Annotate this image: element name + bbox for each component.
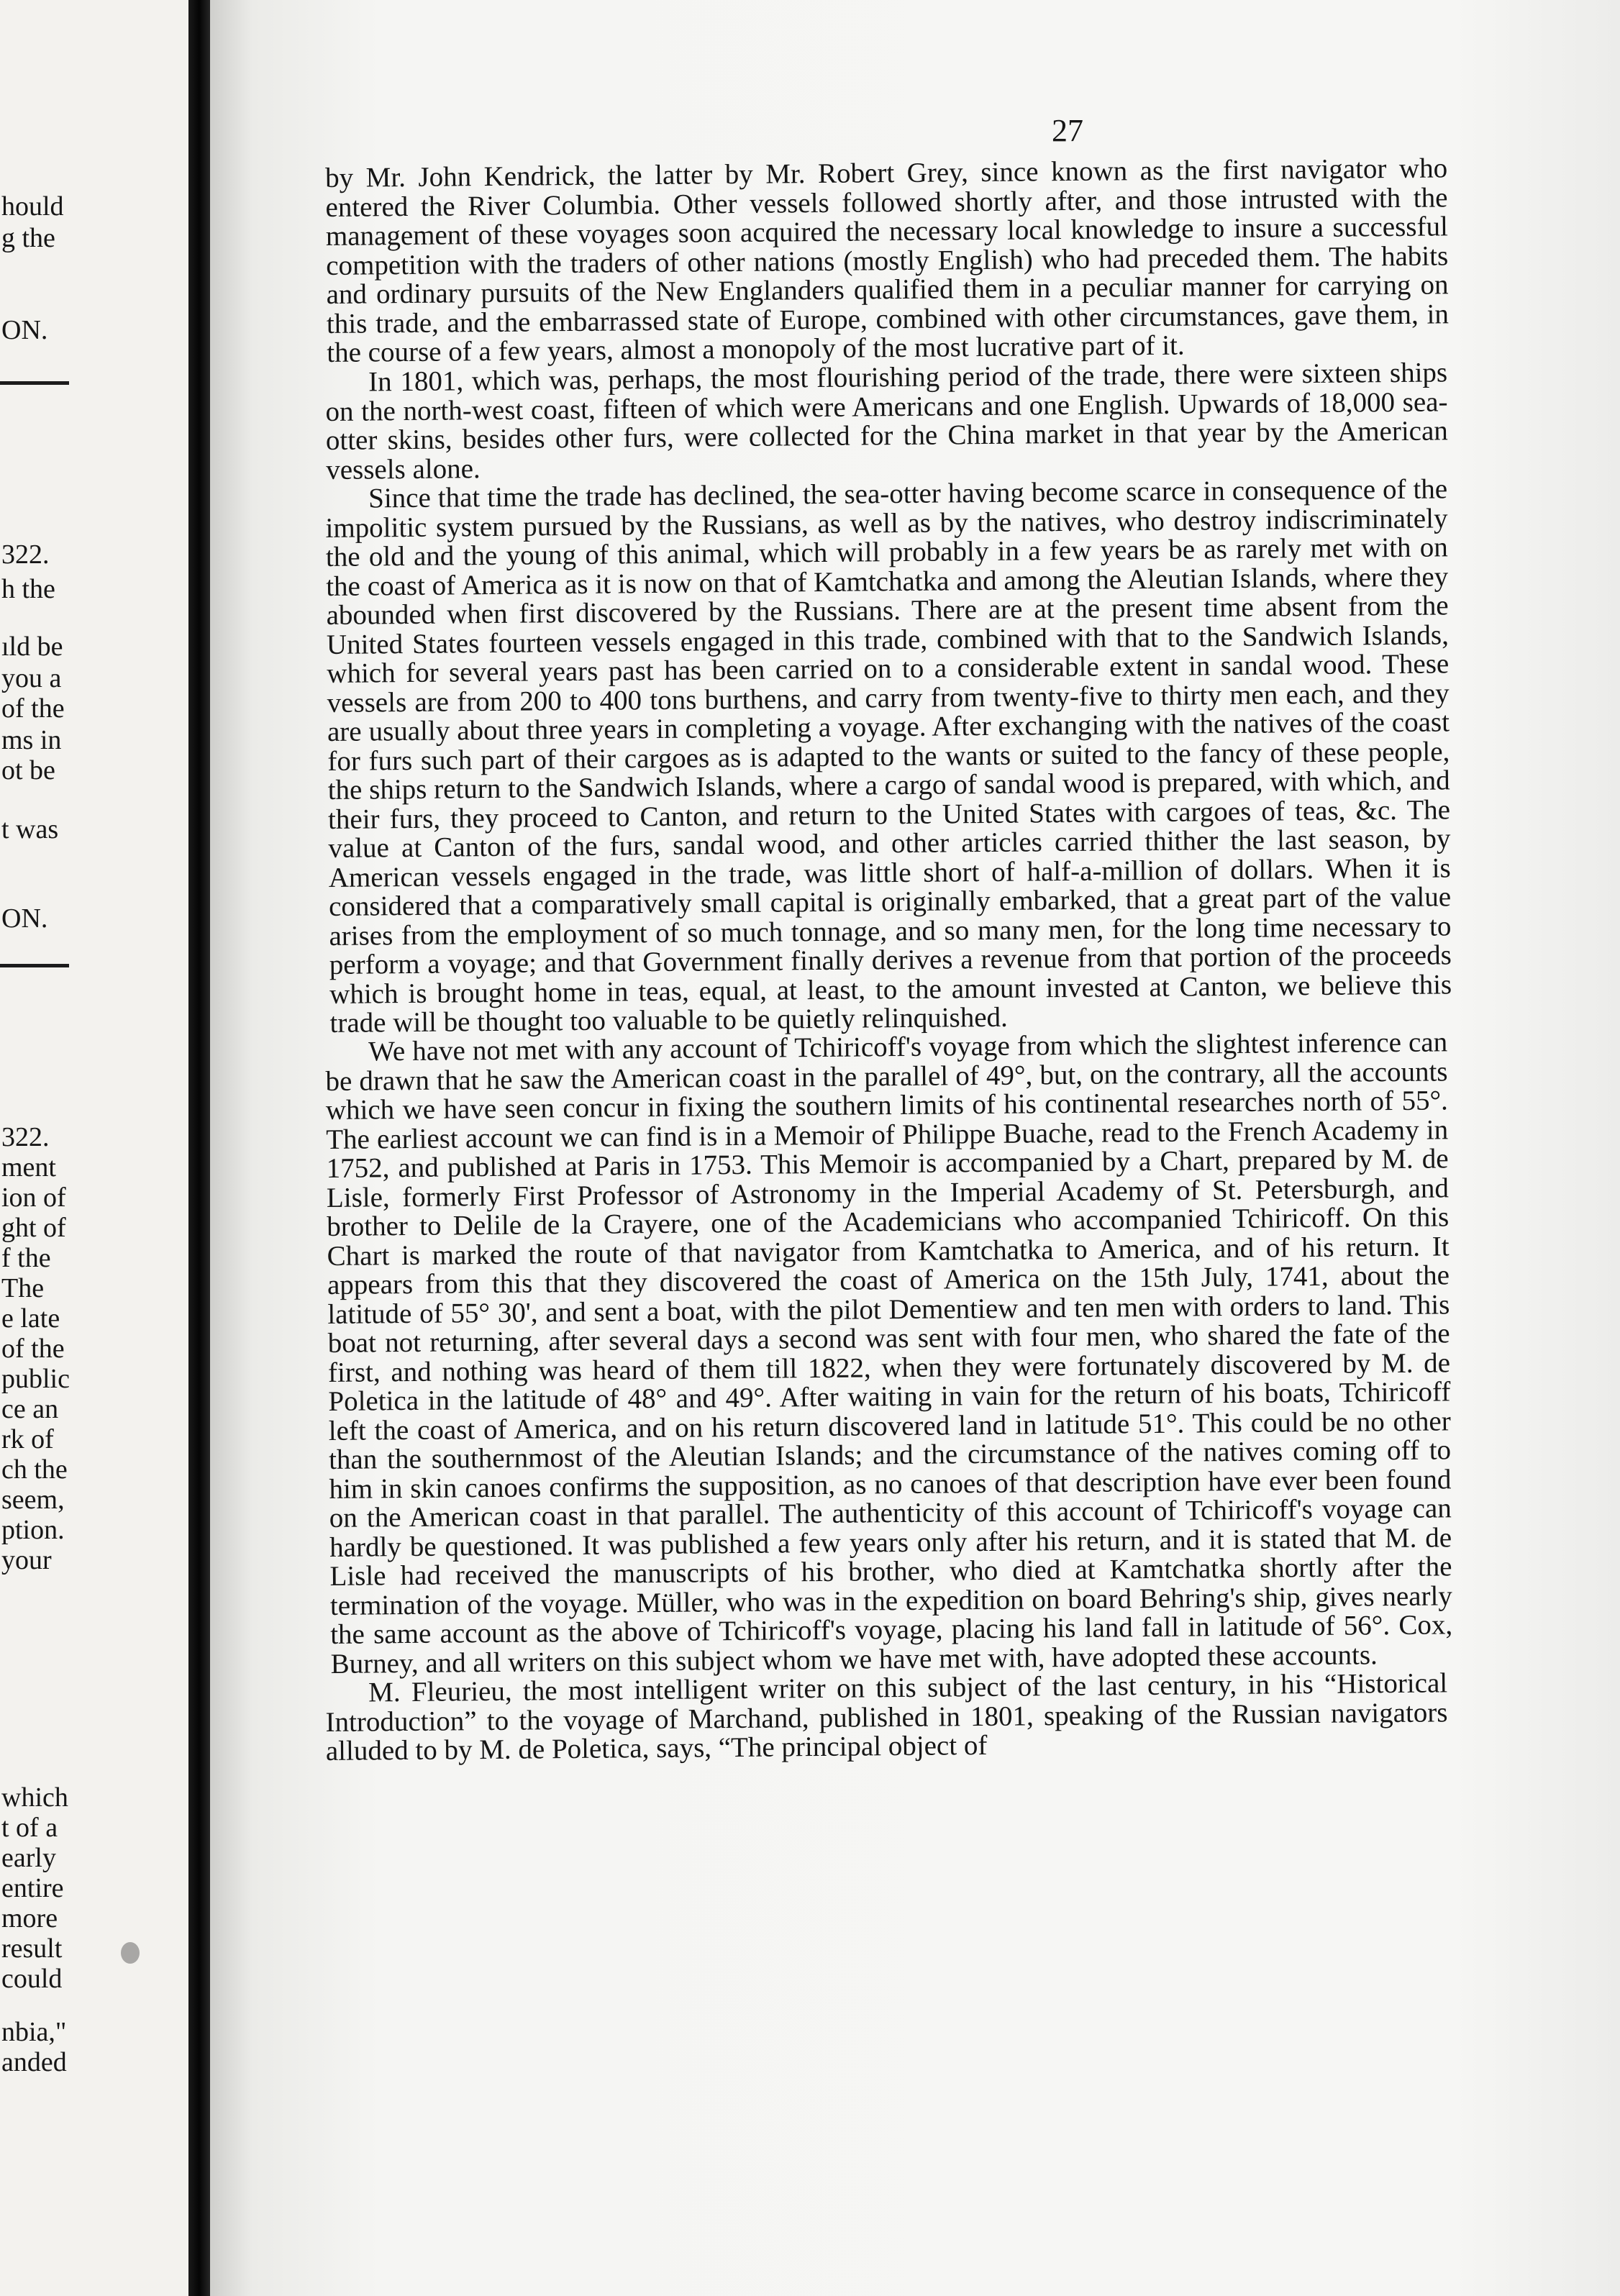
paragraph: In 1801, which was, perhaps, the most flourishing period of the trade, there were sixteen ships on the north-west coast, fifteen of which were Americans and one English. Upwards of 18,000 sea-otter skins, besides other furs, were collected for the China market in that year by the American vessels alone. bbox=[325, 356, 1449, 485]
left-fragment: result bbox=[1, 1933, 63, 1964]
left-fragment: t of a bbox=[1, 1813, 58, 1843]
left-fragment: f the bbox=[1, 1243, 51, 1273]
left-fragment: more bbox=[1, 1903, 58, 1933]
left-fragment: your bbox=[1, 1545, 52, 1575]
book-page bbox=[210, 0, 1620, 2296]
left-fragment: rk of bbox=[1, 1424, 54, 1454]
page-number: 27 bbox=[1052, 113, 1083, 148]
left-fragment: you a bbox=[1, 663, 62, 693]
book-gutter bbox=[188, 0, 210, 2296]
left-fragment: ght of bbox=[1, 1213, 66, 1243]
left-fragment: of the bbox=[1, 1334, 65, 1364]
left-fragment: ion of bbox=[1, 1183, 66, 1213]
left-fragment: hould bbox=[1, 191, 64, 222]
left-fragment: early bbox=[1, 1843, 56, 1873]
left-rule bbox=[0, 381, 69, 385]
left-fragment: ON. bbox=[1, 315, 48, 345]
left-fragment: ption. bbox=[1, 1515, 65, 1545]
left-fragment: g the bbox=[1, 223, 55, 253]
left-fragment: ms in bbox=[1, 725, 62, 755]
left-fragment: of the bbox=[1, 693, 65, 724]
left-fragment: ment bbox=[1, 1152, 56, 1183]
body-text bbox=[324, 152, 1453, 1767]
left-fragment: ch the bbox=[1, 1454, 68, 1485]
left-fragment: The bbox=[1, 1273, 45, 1303]
left-fragment: public bbox=[1, 1364, 70, 1394]
left-fragment: anded bbox=[1, 2047, 67, 2077]
left-fragment: could bbox=[1, 1964, 63, 1994]
adjacent-page-fragment bbox=[0, 0, 188, 2296]
left-fragment: t was bbox=[1, 814, 59, 844]
left-fragment: 322. bbox=[1, 1122, 50, 1152]
paragraph: by Mr. John Kendrick, the latter by Mr. Robert Grey, since known as the first navigator who entered the River Columbia. Other vessels followed shortly after, and those intrusted with the management of these voyages soon acquired the necessary local knowledge to insure a successful competition with the traders of other nations (mostly English) who had preceded them. The habits and ordinary pursuits of the New Englanders qualified them in a peculiar manner for carrying on this trade, and the embarrassed state of Europe, combined with other circumstances, gave them, in the course of a few years, almost a monopoly of the most lucrative part of it. bbox=[324, 152, 1450, 368]
left-fragment: ce an bbox=[1, 1394, 59, 1424]
paragraph: Since that time the trade has declined, the sea-otter having become scarce in consequence of the impolitic system pursued by the Russians, as well as by the natives, who destroy indiscriminately the old and the young of this animal, which will probably in a few years be as rarely met with on the coast of America as it is now on that of Kamtchatka and among the Aleutian Islands, where they abounded when first discovered by the Russians. There are at the present time absent from the United States fourteen vessels engaged in this trade, combined with that to the Sandwich Islands, which for several years past has been carried on to a considerable extent in sandal wood. These vessels are from 200 to 400 tons burthens, and carry from twenty-five to thirty men each, and they are usually about three years in completing a voyage. After exchanging with the natives of the coast for furs such part of their cargoes as is adapted to the wants or suited to the fancy of these people, the ships return to the Sandwich Islands, where a cargo of sandal wood is prepared, with which, and their furs, they proceed to Canton, and return to the United States with cargoes of teas, &c. The value at Canton of the furs, sandal wood, and other articles carried thither the last season, by American vessels engaged in the trade, was little short of half-a-million of dollars. When it is considered that a comparatively small capital is originally embarked, that a great part of the value arises from the employment of so much tonnage, and so many men, for the long time necessary to perform a voyage; and that Government finally derives a revenue from that portion of the proceeds which is brought home in teas, equal, at least, to the amount invested at Canton, we believe this trade will be thought too valuable to be quietly relinquished. bbox=[325, 473, 1452, 1039]
left-rule bbox=[0, 964, 69, 967]
paragraph: M. Fleurieu, the most intelligent writer on this subject of the last century, in his “Historical Introduction” to the voyage of Marchand, published in 1801, speaking of the Russian navigators alluded to by M. de Poletica, says, “The principal object of bbox=[325, 1667, 1448, 1767]
left-fragment: ON. bbox=[1, 903, 48, 934]
left-fragment: entire bbox=[1, 1873, 64, 1903]
paragraph: We have not met with any account of Tchiricoff's voyage from which the slightest inference can be drawn that he saw the American coast in the parallel of 49°, but, on the contrary, all the accounts which we have seen concur in fixing the southern limits of his continental researches north of 55°. The earliest account we can find is in a Memoir of Philippe Buache, read to the French Academy in 1752, and published at Paris in 1753. This Memoir is accompanied by a Chart, prepared by M. de Lisle, formerly First Professor of Astronomy in the Imperial Academy of St. Petersburgh, and brother to Delile de la Crayere, one of the Academicians who accompanied Tchiricoff. On this Chart is marked the route of that navigator from Kamtchatka to America, and of his return. It appears from this that they discovered the coast of America on the 15th July, 1741, about the latitude of 55° 30', and sent a boat, with the pilot Dementiew and ten men with orders to land. This boat not returning, after several days a second was sent with four men, who shared the fate of the first, and nothing was heard of them till 1822, when they were fortunately discovered by M. de Poletica in the latitude of 48° and 49°. After waiting in vain for the return of his boats, Tchiricoff left the coast of America, and on his return discovered land in latitude 51°. This could be no other than the southernmost of the Aleutian Islands; and the circumstance of the natives coming off to him in skin canoes confirms the supposition, as no canoes of that description have ever been found on the American coast in that parallel. The authenticity of this account of Tchiricoff's voyage can hardly be questioned. It was published a few years only after his return, and it is stated that M. de Lisle had received the manuscripts of his brother, who died at Kamtchatka shortly after the termination of the voyage. Müller, who was in the expedition on board Behring's ship, gives nearly the same account as the above of Tchiricoff's voyage, placing his land fall in latitude of 56°. Cox, Burney, and all writers on this subject whom we have met with, have adopted these accounts. bbox=[325, 1026, 1453, 1680]
left-fragment: nbia," bbox=[1, 2017, 67, 2047]
left-fragment: h the bbox=[1, 574, 55, 604]
left-fragment: which bbox=[1, 1782, 68, 1813]
left-fragment: ot be bbox=[1, 755, 55, 785]
paper-blemish bbox=[121, 1942, 140, 1964]
left-fragment: 322. bbox=[1, 539, 50, 570]
left-fragment: ıld be bbox=[1, 632, 63, 662]
left-fragment: seem, bbox=[1, 1485, 65, 1515]
left-fragment: e late bbox=[1, 1303, 60, 1334]
